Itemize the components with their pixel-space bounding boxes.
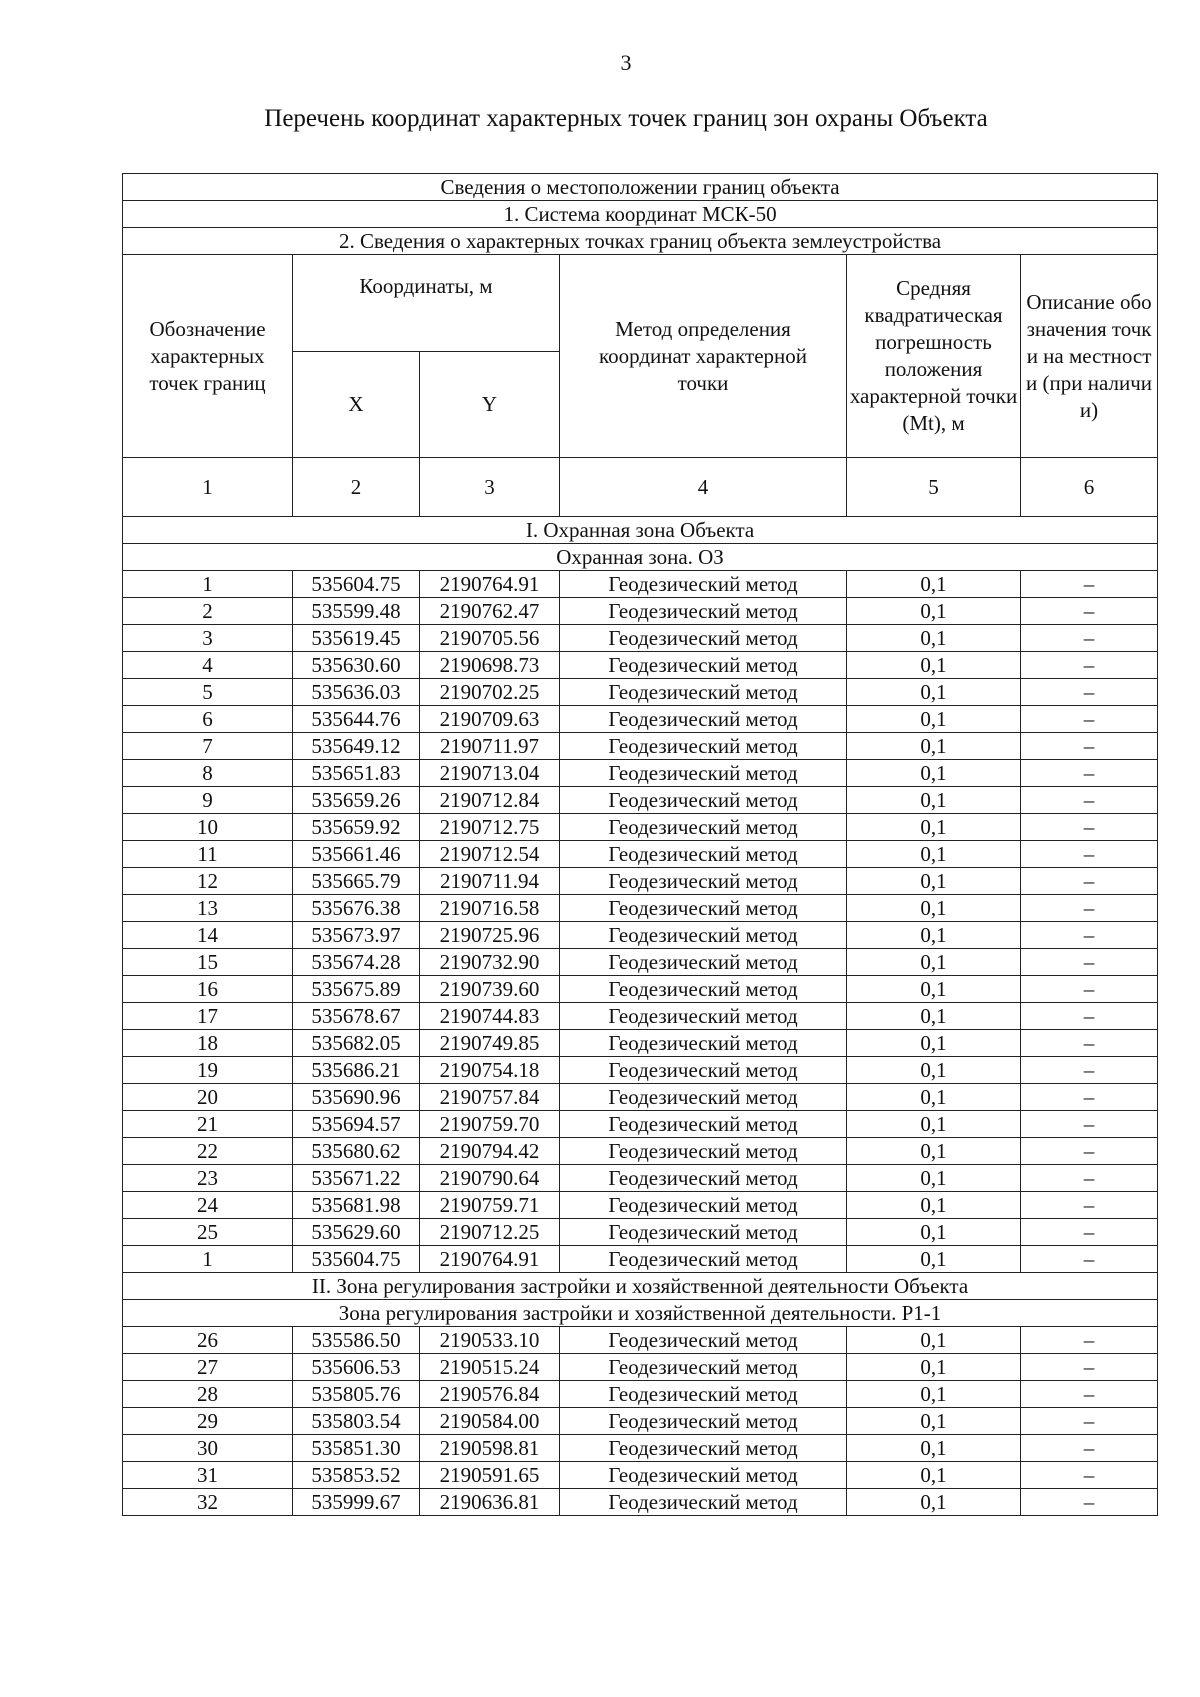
error-value: 0,1 <box>847 895 1021 922</box>
table-row <box>123 1084 1158 1111</box>
col-number: 5 <box>847 458 1021 517</box>
col-number: 6 <box>1021 458 1158 517</box>
method: Геодезический метод <box>560 733 847 760</box>
x-coordinate: 535619.45 <box>293 625 420 652</box>
description: – <box>1021 976 1158 1003</box>
table-row <box>123 1057 1158 1084</box>
error-value: 0,1 <box>847 1084 1021 1111</box>
table-row <box>123 598 1158 625</box>
description: – <box>1021 733 1158 760</box>
column-header-row <box>123 255 1158 352</box>
description: – <box>1021 652 1158 679</box>
col-header-coordinates: Координаты, м <box>293 255 560 352</box>
col-number: 4 <box>560 458 847 517</box>
point-number: 11 <box>123 841 293 868</box>
y-coordinate: 2190716.58 <box>420 895 560 922</box>
y-coordinate: 2190757.84 <box>420 1084 560 1111</box>
point-number: 26 <box>123 1327 293 1354</box>
table-row <box>123 868 1158 895</box>
method: Геодезический метод <box>560 1219 847 1246</box>
error-value: 0,1 <box>847 1489 1021 1516</box>
method: Геодезический метод <box>560 1057 847 1084</box>
point-number: 8 <box>123 760 293 787</box>
error-value: 0,1 <box>847 1111 1021 1138</box>
y-coordinate: 2190764.91 <box>420 1246 560 1273</box>
col-number: 1 <box>123 458 293 517</box>
description: – <box>1021 1246 1158 1273</box>
y-coordinate: 2190702.25 <box>420 679 560 706</box>
table-row <box>123 706 1158 733</box>
table-row <box>123 1408 1158 1435</box>
point-number: 2 <box>123 598 293 625</box>
y-coordinate: 2190749.85 <box>420 1030 560 1057</box>
table-row <box>123 1327 1158 1354</box>
method: Геодезический метод <box>560 1084 847 1111</box>
table-row <box>123 976 1158 1003</box>
method: Геодезический метод <box>560 760 847 787</box>
point-number: 14 <box>123 922 293 949</box>
method: Геодезический метод <box>560 652 847 679</box>
document-title: Перечень координат характерных точек границ зон охраны Объекта <box>264 105 988 132</box>
y-coordinate: 2190762.47 <box>420 598 560 625</box>
method: Геодезический метод <box>560 1192 847 1219</box>
table-row <box>123 1462 1158 1489</box>
table-row <box>123 760 1158 787</box>
table-row <box>123 652 1158 679</box>
x-coordinate: 535999.67 <box>293 1489 420 1516</box>
method: Геодезический метод <box>560 706 847 733</box>
point-number: 9 <box>123 787 293 814</box>
x-coordinate: 535681.98 <box>293 1192 420 1219</box>
description: – <box>1021 922 1158 949</box>
method: Геодезический метод <box>560 1408 847 1435</box>
description: – <box>1021 625 1158 652</box>
error-value: 0,1 <box>847 841 1021 868</box>
point-number: 24 <box>123 1192 293 1219</box>
x-coordinate: 535676.38 <box>293 895 420 922</box>
description: – <box>1021 814 1158 841</box>
point-number: 25 <box>123 1219 293 1246</box>
method: Геодезический метод <box>560 598 847 625</box>
error-value: 0,1 <box>847 571 1021 598</box>
x-coordinate: 535680.62 <box>293 1138 420 1165</box>
section-subtitle: Охранная зона. ОЗ <box>123 544 1158 571</box>
x-coordinate: 535694.57 <box>293 1111 420 1138</box>
table-row <box>123 1435 1158 1462</box>
table-row <box>123 1381 1158 1408</box>
x-coordinate: 535665.79 <box>293 868 420 895</box>
description: – <box>1021 1192 1158 1219</box>
section-title: II. Зона регулирования застройки и хозяйственной деятельности Объекта <box>123 1273 1158 1300</box>
col-number: 2 <box>293 458 420 517</box>
section-subtitle-row <box>123 1300 1158 1327</box>
x-coordinate: 535630.60 <box>293 652 420 679</box>
point-number: 10 <box>123 814 293 841</box>
point-number: 20 <box>123 1084 293 1111</box>
method: Геодезический метод <box>560 1381 847 1408</box>
y-coordinate: 2190576.84 <box>420 1381 560 1408</box>
method: Геодезический метод <box>560 679 847 706</box>
header-row-2 <box>123 201 1158 228</box>
table-row <box>123 1219 1158 1246</box>
y-coordinate: 2190533.10 <box>420 1327 560 1354</box>
method: Геодезический метод <box>560 922 847 949</box>
table-row <box>123 733 1158 760</box>
method: Геодезический метод <box>560 895 847 922</box>
table-row <box>123 814 1158 841</box>
x-coordinate: 535604.75 <box>293 1246 420 1273</box>
y-coordinate: 2190759.70 <box>420 1111 560 1138</box>
point-number: 28 <box>123 1381 293 1408</box>
description: – <box>1021 706 1158 733</box>
y-coordinate: 2190636.81 <box>420 1489 560 1516</box>
point-number: 7 <box>123 733 293 760</box>
method: Геодезический метод <box>560 1354 847 1381</box>
col-header-x: X <box>293 352 420 458</box>
point-number: 17 <box>123 1003 293 1030</box>
error-value: 0,1 <box>847 1192 1021 1219</box>
x-coordinate: 535651.83 <box>293 760 420 787</box>
col-header-y: Y <box>420 352 560 458</box>
description: – <box>1021 1381 1158 1408</box>
y-coordinate: 2190725.96 <box>420 922 560 949</box>
x-coordinate: 535686.21 <box>293 1057 420 1084</box>
y-coordinate: 2190705.56 <box>420 625 560 652</box>
description: – <box>1021 598 1158 625</box>
y-coordinate: 2190794.42 <box>420 1138 560 1165</box>
method: Геодезический метод <box>560 625 847 652</box>
table-row <box>123 841 1158 868</box>
y-coordinate: 2190732.90 <box>420 949 560 976</box>
x-coordinate: 535661.46 <box>293 841 420 868</box>
table-row <box>123 895 1158 922</box>
table-row <box>123 1111 1158 1138</box>
page-number: 3 <box>620 50 632 75</box>
section-title-row <box>123 517 1158 544</box>
point-number: 12 <box>123 868 293 895</box>
x-coordinate: 535659.26 <box>293 787 420 814</box>
x-coordinate: 535674.28 <box>293 949 420 976</box>
point-number: 32 <box>123 1489 293 1516</box>
x-coordinate: 535636.03 <box>293 679 420 706</box>
section-title: I. Охранная зона Объекта <box>123 517 1158 544</box>
error-value: 0,1 <box>847 1246 1021 1273</box>
point-number: 1 <box>123 1246 293 1273</box>
method: Геодезический метод <box>560 787 847 814</box>
description: – <box>1021 1408 1158 1435</box>
y-coordinate: 2190711.97 <box>420 733 560 760</box>
point-number: 5 <box>123 679 293 706</box>
point-number: 27 <box>123 1354 293 1381</box>
point-number: 4 <box>123 652 293 679</box>
point-number: 1 <box>123 571 293 598</box>
error-value: 0,1 <box>847 1057 1021 1084</box>
point-number: 31 <box>123 1462 293 1489</box>
section-subtitle: Зона регулирования застройки и хозяйственной деятельности. Р1-1 <box>123 1300 1158 1327</box>
description: – <box>1021 895 1158 922</box>
table-row <box>123 1030 1158 1057</box>
x-coordinate: 535599.48 <box>293 598 420 625</box>
description: – <box>1021 1165 1158 1192</box>
method: Геодезический метод <box>560 1489 847 1516</box>
y-coordinate: 2190759.71 <box>420 1192 560 1219</box>
description: – <box>1021 1003 1158 1030</box>
points-caption: 2. Сведения о характерных точках границ объекта землеустройства <box>123 228 1158 255</box>
table-row <box>123 1246 1158 1273</box>
table-row <box>123 1165 1158 1192</box>
point-number: 23 <box>123 1165 293 1192</box>
error-value: 0,1 <box>847 625 1021 652</box>
table-row <box>123 949 1158 976</box>
y-coordinate: 2190712.54 <box>420 841 560 868</box>
point-number: 22 <box>123 1138 293 1165</box>
point-number: 13 <box>123 895 293 922</box>
y-coordinate: 2190515.24 <box>420 1354 560 1381</box>
error-value: 0,1 <box>847 1381 1021 1408</box>
point-number: 18 <box>123 1030 293 1057</box>
x-coordinate: 535675.89 <box>293 976 420 1003</box>
error-value: 0,1 <box>847 1354 1021 1381</box>
point-number: 3 <box>123 625 293 652</box>
description: – <box>1021 1462 1158 1489</box>
point-number: 15 <box>123 949 293 976</box>
error-value: 0,1 <box>847 760 1021 787</box>
error-value: 0,1 <box>847 868 1021 895</box>
y-coordinate: 2190712.25 <box>420 1219 560 1246</box>
description: – <box>1021 841 1158 868</box>
method: Геодезический метод <box>560 1138 847 1165</box>
x-coordinate: 535853.52 <box>293 1462 420 1489</box>
error-value: 0,1 <box>847 706 1021 733</box>
y-coordinate: 2190709.63 <box>420 706 560 733</box>
method: Геодезический метод <box>560 1327 847 1354</box>
y-coordinate: 2190598.81 <box>420 1435 560 1462</box>
error-value: 0,1 <box>847 1408 1021 1435</box>
method: Геодезический метод <box>560 814 847 841</box>
description: – <box>1021 1084 1158 1111</box>
y-coordinate: 2190764.91 <box>420 571 560 598</box>
method: Геодезический метод <box>560 1165 847 1192</box>
table-caption: Сведения о местоположении границ объекта <box>123 174 1158 201</box>
y-coordinate: 2190713.04 <box>420 760 560 787</box>
col-header-designation: Обозначение характерных точек границ <box>123 255 293 458</box>
table-row <box>123 1192 1158 1219</box>
error-value: 0,1 <box>847 949 1021 976</box>
y-coordinate: 2190754.18 <box>420 1057 560 1084</box>
x-coordinate: 535604.75 <box>293 571 420 598</box>
table-row <box>123 679 1158 706</box>
description: – <box>1021 1354 1158 1381</box>
method: Геодезический метод <box>560 571 847 598</box>
description: – <box>1021 760 1158 787</box>
error-value: 0,1 <box>847 976 1021 1003</box>
method: Геодезический метод <box>560 1111 847 1138</box>
col-header-method: Метод определения координат характерной точки <box>560 255 847 458</box>
error-value: 0,1 <box>847 733 1021 760</box>
point-number: 6 <box>123 706 293 733</box>
table-row <box>123 922 1158 949</box>
description: – <box>1021 1138 1158 1165</box>
col-number: 3 <box>420 458 560 517</box>
error-value: 0,1 <box>847 1435 1021 1462</box>
error-value: 0,1 <box>847 1219 1021 1246</box>
method: Геодезический метод <box>560 1246 847 1273</box>
method: Геодезический метод <box>560 841 847 868</box>
x-coordinate: 535690.96 <box>293 1084 420 1111</box>
x-coordinate: 535682.05 <box>293 1030 420 1057</box>
error-value: 0,1 <box>847 1030 1021 1057</box>
error-value: 0,1 <box>847 598 1021 625</box>
method: Геодезический метод <box>560 949 847 976</box>
x-coordinate: 535659.92 <box>293 814 420 841</box>
y-coordinate: 2190739.60 <box>420 976 560 1003</box>
x-coordinate: 535805.76 <box>293 1381 420 1408</box>
point-number: 19 <box>123 1057 293 1084</box>
description: – <box>1021 1435 1158 1462</box>
method: Геодезический метод <box>560 1435 847 1462</box>
method: Геодезический метод <box>560 1462 847 1489</box>
table-row <box>123 571 1158 598</box>
description: – <box>1021 868 1158 895</box>
description: – <box>1021 1489 1158 1516</box>
y-coordinate: 2190790.64 <box>420 1165 560 1192</box>
x-coordinate: 535851.30 <box>293 1435 420 1462</box>
section-title-row <box>123 1273 1158 1300</box>
x-coordinate: 535606.53 <box>293 1354 420 1381</box>
description: – <box>1021 571 1158 598</box>
col-header-description: Описание обозначения точки на местности (при наличии) <box>1021 255 1158 458</box>
x-coordinate: 535803.54 <box>293 1408 420 1435</box>
x-coordinate: 535671.22 <box>293 1165 420 1192</box>
coordinates-table <box>122 173 1158 1516</box>
description: – <box>1021 787 1158 814</box>
error-value: 0,1 <box>847 1003 1021 1030</box>
header-row-3 <box>123 228 1158 255</box>
col-header-error: Средняя квадратическая погрешность положения характерной точки (Mt), м <box>847 255 1021 458</box>
x-coordinate: 535629.60 <box>293 1219 420 1246</box>
error-value: 0,1 <box>847 652 1021 679</box>
section-subtitle-row <box>123 544 1158 571</box>
y-coordinate: 2190712.84 <box>420 787 560 814</box>
x-coordinate: 535678.67 <box>293 1003 420 1030</box>
point-number: 30 <box>123 1435 293 1462</box>
table-row <box>123 1003 1158 1030</box>
description: – <box>1021 949 1158 976</box>
method: Геодезический метод <box>560 976 847 1003</box>
column-number-row <box>123 458 1158 517</box>
y-coordinate: 2190591.65 <box>420 1462 560 1489</box>
header-row-1 <box>123 174 1158 201</box>
y-coordinate: 2190711.94 <box>420 868 560 895</box>
y-coordinate: 2190698.73 <box>420 652 560 679</box>
point-number: 29 <box>123 1408 293 1435</box>
y-coordinate: 2190744.83 <box>420 1003 560 1030</box>
x-coordinate: 535673.97 <box>293 922 420 949</box>
x-coordinate: 535586.50 <box>293 1327 420 1354</box>
table-row <box>123 1354 1158 1381</box>
description: – <box>1021 1219 1158 1246</box>
method: Геодезический метод <box>560 1030 847 1057</box>
error-value: 0,1 <box>847 787 1021 814</box>
coordinate-system: 1. Система координат МСК-50 <box>123 201 1158 228</box>
method: Геодезический метод <box>560 868 847 895</box>
description: – <box>1021 1111 1158 1138</box>
error-value: 0,1 <box>847 1138 1021 1165</box>
x-coordinate: 535644.76 <box>293 706 420 733</box>
error-value: 0,1 <box>847 1462 1021 1489</box>
error-value: 0,1 <box>847 679 1021 706</box>
x-coordinate: 535649.12 <box>293 733 420 760</box>
point-number: 16 <box>123 976 293 1003</box>
method: Геодезический метод <box>560 1003 847 1030</box>
table-row <box>123 787 1158 814</box>
point-number: 21 <box>123 1111 293 1138</box>
table-row <box>123 1489 1158 1516</box>
error-value: 0,1 <box>847 814 1021 841</box>
table-row <box>123 1138 1158 1165</box>
description: – <box>1021 1327 1158 1354</box>
description: – <box>1021 1057 1158 1084</box>
y-coordinate: 2190584.00 <box>420 1408 560 1435</box>
y-coordinate: 2190712.75 <box>420 814 560 841</box>
error-value: 0,1 <box>847 1327 1021 1354</box>
description: – <box>1021 1030 1158 1057</box>
table-row <box>123 625 1158 652</box>
error-value: 0,1 <box>847 922 1021 949</box>
error-value: 0,1 <box>847 1165 1021 1192</box>
description: – <box>1021 679 1158 706</box>
